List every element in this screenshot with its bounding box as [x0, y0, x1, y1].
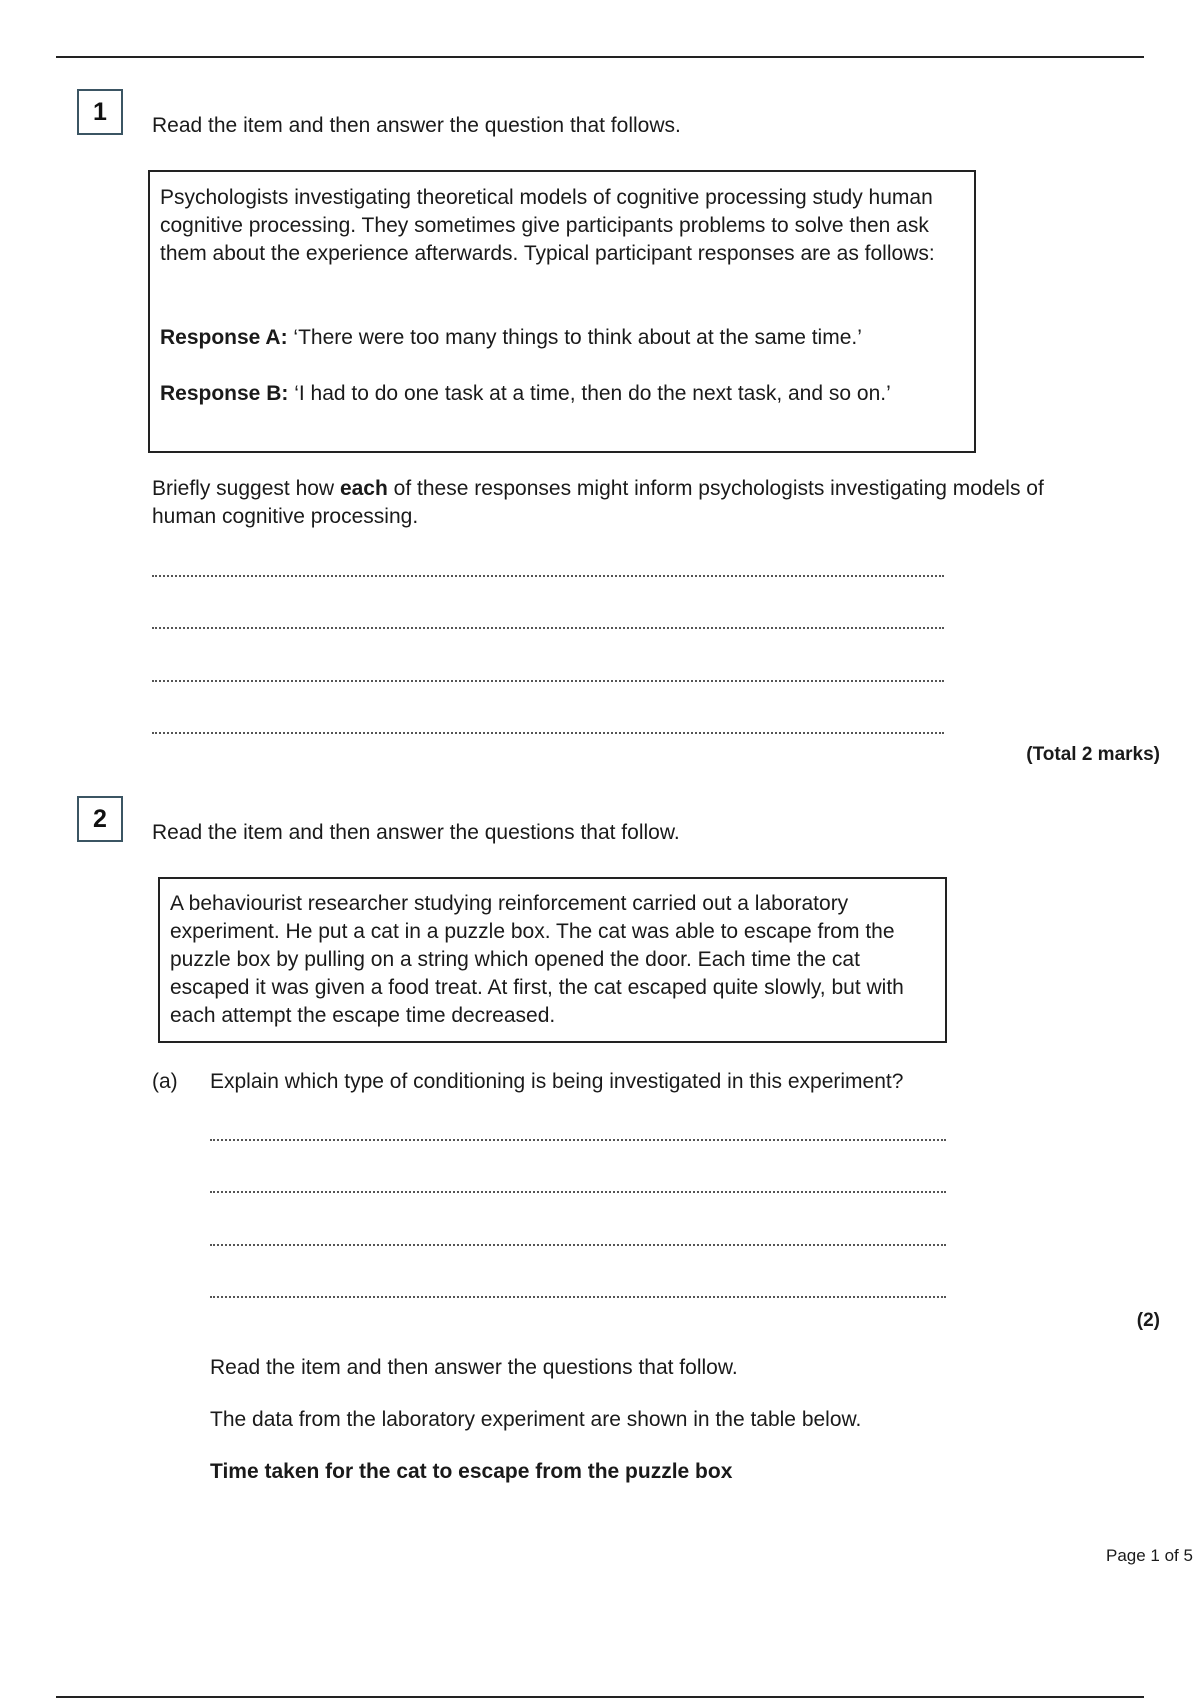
- question-2-passage: A behaviourist researcher studying reinforcement carried out a laboratory experiment. He put a cat in a puzzle box. The cat was able to escape from the puzzle box by pulling on a string which opened the door. Each time the cat escaped it was given a food treat. At first, the cat escaped quite slowly, but with each attempt the escape time decreased.: [170, 892, 904, 1027]
- response-a-label: Response A:: [160, 326, 288, 349]
- part-a-question: Explain which type of conditioning is being investigated in this experiment?: [210, 1070, 904, 1093]
- question-1-prompt-start: Briefly suggest how: [152, 477, 340, 500]
- response-a: [160, 324, 962, 352]
- answer-line[interactable]: [210, 1296, 946, 1298]
- top-rule: [56, 56, 1144, 58]
- answer-line[interactable]: [152, 732, 944, 734]
- answer-line[interactable]: [152, 627, 944, 629]
- question-2-intro: Read the item and then answer the questions that follow.: [152, 821, 680, 844]
- response-a-text: ‘There were too many things to think about at the same time.’: [287, 326, 862, 349]
- response-b-label: Response B:: [160, 382, 289, 405]
- answer-line[interactable]: [210, 1139, 946, 1141]
- page-number: Page 1 of 5: [1106, 1546, 1193, 1565]
- question-1-passage-box: [148, 170, 976, 453]
- answer-line[interactable]: [210, 1191, 946, 1193]
- bottom-rule: [56, 1696, 1144, 1698]
- question-1-prompt-emphasis: each: [339, 477, 388, 500]
- question-1-prompt: [152, 475, 1044, 503]
- question-1-number: 1: [77, 89, 123, 135]
- follow-up-intro: Read the item and then answer the questions that follow.: [210, 1356, 738, 1379]
- question-1-total-marks: (Total 2 marks): [1026, 744, 1160, 765]
- data-intro: The data from the laboratory experiment are shown in the table below.: [210, 1408, 862, 1431]
- response-b: [160, 380, 962, 408]
- answer-line[interactable]: [152, 680, 944, 682]
- question-2-passage-box: [158, 877, 947, 1043]
- part-a-marks: (2): [1136, 1310, 1160, 1331]
- question-1-prompt-end: of these responses might inform psychologists investigating models of: [387, 477, 1044, 500]
- question-1-intro: Read the item and then answer the question that follows.: [152, 114, 681, 137]
- answer-line[interactable]: [152, 575, 944, 577]
- table-title: Time taken for the cat to escape from the puzzle box: [210, 1460, 733, 1483]
- question-1-passage-paragraph: Psychologists investigating theoretical models of cognitive processing study human cognitive processing. They sometimes give participants problems to solve then ask them about the experience afterwards. Typical participant responses are as follows:: [160, 186, 935, 265]
- response-b-text: ‘I had to do one task at a time, then do the next task, and so on.’: [288, 382, 891, 405]
- question-1-prompt-line-2: human cognitive processing.: [152, 505, 419, 528]
- part-a-label: (a): [152, 1070, 178, 1093]
- answer-line[interactable]: [210, 1244, 946, 1246]
- question-2-number: 2: [77, 796, 123, 842]
